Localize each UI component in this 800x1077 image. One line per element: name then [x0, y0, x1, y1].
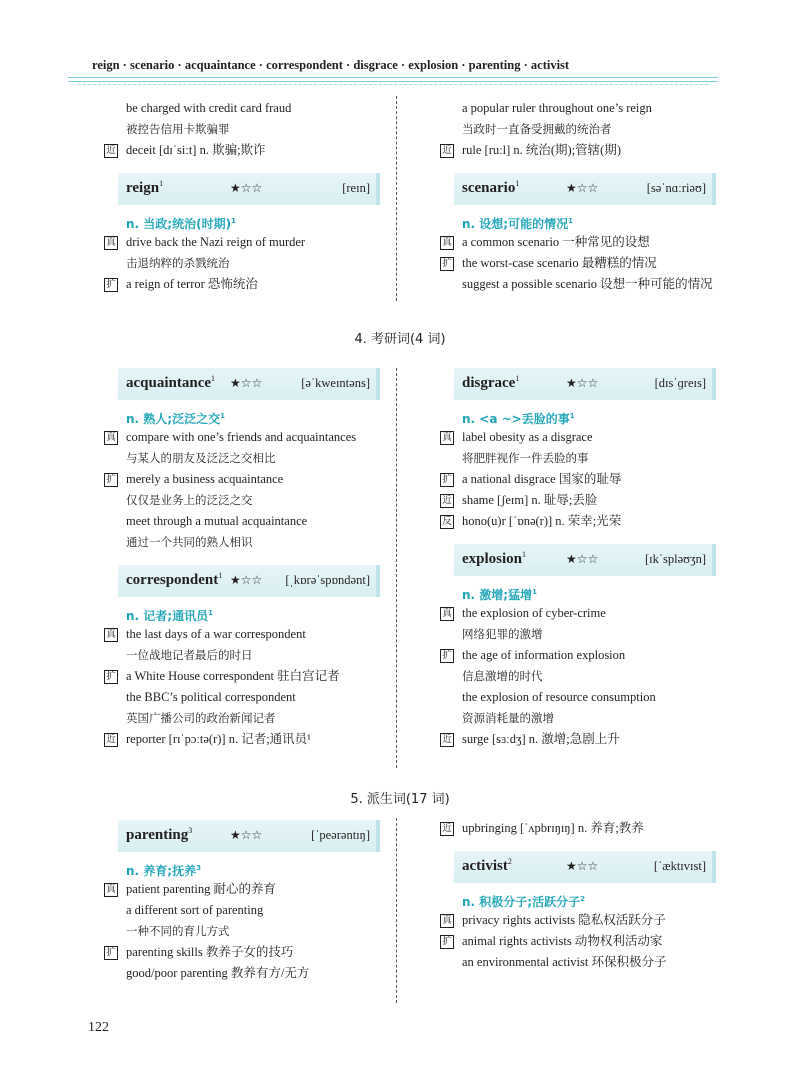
top-right-column: [440, 98, 713, 295]
english-text: the age of information explosion: [462, 648, 626, 662]
english-text: a different sort of parenting: [126, 903, 264, 917]
header-rule: [68, 77, 718, 78]
chinese-gloss: 与某人的朋友及泛泛之交相比: [126, 451, 276, 465]
star-rating: ★☆☆: [230, 376, 263, 390]
section-title-derived: 5. 派生词(17 词): [350, 792, 450, 807]
example-line: [440, 98, 710, 119]
marker-badge: 扩: [104, 670, 118, 684]
english-text: the last days of a war correspondent: [126, 627, 306, 641]
english-text: upbringing [ˈʌpbrɪŋɪŋ] n. 养育;教养: [462, 821, 644, 835]
star-rating: ★☆☆: [566, 859, 599, 873]
english-text: a national disgrace 国家的耻辱: [462, 472, 622, 486]
column-divider: [396, 368, 405, 768]
headword-box: [118, 173, 380, 205]
definition: n. 积极分子;活跃分子$^2$: [462, 895, 585, 909]
headword-box: [118, 368, 380, 400]
headword: reign$^1$: [126, 179, 164, 196]
english-text: suggest a possible scenario 设想一种可能的情况: [462, 277, 713, 291]
marker-badge: 扩: [440, 649, 454, 663]
marker-badge: 真: [104, 628, 118, 642]
pronunciation: [ˌkɒrəˈspɒndənt]: [285, 573, 370, 587]
english-text: meet through a mutual acquaintance: [126, 514, 308, 528]
pronunciation: [ˈæktɪvɪst]: [653, 859, 706, 873]
chinese-gloss: 当政时一直备受拥戴的统治者: [462, 122, 612, 136]
example-line: [440, 666, 710, 687]
marker-badge: 真: [104, 431, 118, 445]
definition: n. 记者;通讯员$^1$: [126, 609, 213, 623]
example-line: [440, 490, 710, 511]
marker-badge: 真: [440, 431, 454, 445]
marker-badge: 扩: [440, 473, 454, 487]
english-text: good/poor parenting 教养有方/无方: [126, 966, 310, 980]
marker-badge: 扩: [440, 935, 454, 949]
middle-left-column: [104, 356, 374, 750]
example-line: [440, 140, 710, 161]
marker-badge: 真: [440, 914, 454, 928]
english-text: surge [sɜːdʒ] n. 激增;急剧上升: [462, 732, 620, 746]
example-line: [104, 532, 374, 553]
example-line: [440, 427, 710, 448]
marker-badge: 扩: [104, 473, 118, 487]
column-divider: [396, 818, 405, 1003]
example-line: [104, 511, 374, 532]
example-line: [440, 687, 710, 708]
example-line: [440, 469, 710, 490]
english-text: privacy rights activists 隐私权活跃分子: [462, 913, 666, 927]
example-line: [104, 274, 374, 295]
marker-badge: 扩: [104, 278, 118, 292]
english-text: parenting skills 教养子女的技巧: [126, 945, 294, 959]
example-line: [104, 427, 374, 448]
marker-badge: 真: [440, 236, 454, 250]
example-line: [440, 624, 710, 645]
english-text: a common scenario 一种常见的设想: [462, 235, 650, 249]
marker-badge: 近: [440, 494, 454, 508]
marker-badge: 真: [440, 607, 454, 621]
english-text: the worst-case scenario 最糟糕的情况: [462, 256, 657, 270]
headword: correspondent$^1$: [126, 571, 223, 588]
example-line: [104, 921, 374, 942]
english-text: a White House correspondent 驻白宫记者: [126, 669, 340, 683]
chinese-gloss: 资源消耗量的激增: [462, 711, 554, 725]
chinese-gloss: 击退纳粹的杀戮统治: [126, 256, 230, 270]
headword-box: [454, 173, 716, 205]
example-line: [440, 952, 710, 973]
headword-box: [118, 820, 380, 852]
example-line: [104, 900, 374, 921]
definition: n. <a ~>丢脸的事$^1$: [462, 412, 575, 426]
definition: n. 养育;抚养$^3$: [126, 864, 201, 878]
star-rating: ★☆☆: [230, 828, 263, 842]
definition: n. 激增;猛增$^1$: [462, 588, 537, 602]
english-text: rule [ruːl] n. 统治(期);管辖(期): [462, 143, 621, 157]
example-line: [104, 729, 374, 750]
pronunciation: [əˈkweɪntəns]: [301, 376, 370, 390]
example-line: [440, 274, 713, 295]
example-line: [104, 253, 374, 274]
example-line: [104, 687, 374, 708]
example-line: [440, 729, 710, 750]
example-line: [104, 232, 374, 253]
definition: n. 当政;统治(时期)$^1$: [126, 217, 236, 231]
example-line: [104, 469, 374, 490]
marker-badge: 近: [104, 733, 118, 747]
pronunciation: [ɪkˈspləʊʒn]: [644, 552, 706, 566]
marker-badge: 扩: [440, 257, 454, 271]
english-text: compare with one’s friends and acquaintances: [126, 430, 357, 444]
marker-badge: 真: [104, 883, 118, 897]
chinese-gloss: 网络犯罪的激增: [462, 627, 543, 641]
example-line: [440, 448, 710, 469]
example-line: [104, 942, 374, 963]
example-line: [440, 645, 710, 666]
star-rating: ★☆☆: [230, 573, 263, 587]
chinese-gloss: 英国广播公司的政治新闻记者: [126, 711, 276, 725]
marker-badge: 反: [440, 515, 454, 529]
headword-box: [454, 851, 716, 883]
definition: n. 设想;可能的情况$^1$: [462, 217, 573, 231]
example-line: [104, 624, 374, 645]
english-text: hono(u)r [ˈɒnə(r)] n. 荣幸;光荣: [462, 514, 622, 528]
example-line: [104, 879, 374, 900]
english-text: a popular ruler throughout one’s reign: [462, 101, 652, 115]
chinese-gloss: 被控告信用卡欺骗罪: [126, 122, 230, 136]
english-text: merely a business acquaintance: [126, 472, 284, 486]
english-text: an environmental activist 环保积极分子: [462, 955, 667, 969]
page-header-title: reign · scenario · acquaintance · correspondent · disgrace · explosion · parenting · activist: [92, 58, 570, 72]
star-rating: ★☆☆: [566, 376, 599, 390]
pronunciation: [reɪn]: [342, 181, 370, 195]
example-line: [440, 910, 710, 931]
column-divider: [396, 96, 405, 301]
example-line: [440, 253, 710, 274]
star-rating: ★☆☆: [566, 181, 599, 195]
headword: explosion$^1$: [462, 550, 527, 567]
bottom-right-column: [440, 818, 710, 973]
star-rating: ★☆☆: [230, 181, 263, 195]
english-text: reporter [rɪˈpɔːtə(r)] n. 记者;通讯员¹: [126, 732, 311, 746]
marker-badge: 近: [104, 144, 118, 158]
chinese-gloss: 通过一个共同的熟人相识: [126, 535, 253, 549]
example-line: [104, 666, 374, 687]
english-text: label obesity as a disgrace: [462, 430, 593, 444]
chinese-gloss: 仅仅是业务上的泛泛之交: [126, 493, 253, 507]
example-line: [104, 963, 374, 984]
middle-right-column: [440, 356, 710, 750]
headword-box: [118, 565, 380, 597]
example-line: [104, 119, 374, 140]
english-text: the BBC’s political correspondent: [126, 690, 296, 704]
chinese-gloss: 将肥胖视作一件丢脸的事: [462, 451, 589, 465]
top-left-column: [104, 98, 374, 295]
chinese-gloss: 信息激增的时代: [462, 669, 543, 683]
headword: scenario$^1$: [462, 179, 520, 196]
headword: activist$^2$: [462, 857, 512, 874]
example-line: [440, 119, 710, 140]
header-rule: [78, 84, 708, 85]
marker-badge: 真: [104, 236, 118, 250]
pronunciation: [dɪsˈɡreɪs]: [654, 376, 706, 390]
example-line: [104, 98, 374, 119]
example-line: [440, 603, 710, 624]
page-number: 122: [88, 1020, 109, 1035]
chinese-gloss: 一种不同的育儿方式: [126, 924, 230, 938]
english-text: shame [ʃeɪm] n. 耻辱;丢脸: [462, 493, 598, 507]
english-text: the explosion of resource consumption: [462, 690, 656, 704]
definition: n. 熟人;泛泛之交$^1$: [126, 412, 225, 426]
headword-box: [454, 368, 716, 400]
headword: disgrace$^1$: [462, 374, 520, 391]
english-text: deceit [dɪˈsiːt] n. 欺骗;欺诈: [126, 143, 266, 157]
marker-badge: 近: [440, 822, 454, 836]
english-text: patient parenting 耐心的养育: [126, 882, 276, 896]
example-line: [440, 708, 710, 729]
header-rule: [68, 81, 718, 82]
bottom-left-column: [104, 808, 374, 984]
example-line: [104, 490, 374, 511]
headword: acquaintance$^1$: [126, 374, 216, 391]
example-line: [440, 818, 710, 839]
example-line: [104, 448, 374, 469]
english-text: the explosion of cyber-crime: [462, 606, 606, 620]
example-line: [104, 645, 374, 666]
example-line: [440, 232, 710, 253]
english-text: drive back the Nazi reign of murder: [126, 235, 306, 249]
example-line: [440, 931, 710, 952]
chinese-gloss: 一位战地记者最后的时日: [126, 648, 253, 662]
pronunciation: [ˈpeərəntɪŋ]: [311, 828, 370, 842]
english-text: a reign of terror 恐怖统治: [126, 277, 258, 291]
example-line: [104, 708, 374, 729]
marker-badge: 扩: [104, 946, 118, 960]
section-title-kaoyan: 4. 考研词(4 词): [354, 332, 446, 347]
pronunciation: [səˈnɑːriəʊ]: [646, 181, 706, 195]
english-text: animal rights activists 动物权利活动家: [462, 934, 663, 948]
marker-badge: 近: [440, 144, 454, 158]
english-text: be charged with credit card fraud: [126, 101, 292, 115]
star-rating: ★☆☆: [566, 552, 599, 566]
marker-badge: 近: [440, 733, 454, 747]
headword: parenting$^3$: [126, 826, 193, 843]
headword-box: [454, 544, 716, 576]
example-line: [104, 140, 374, 161]
example-line: [440, 511, 710, 532]
